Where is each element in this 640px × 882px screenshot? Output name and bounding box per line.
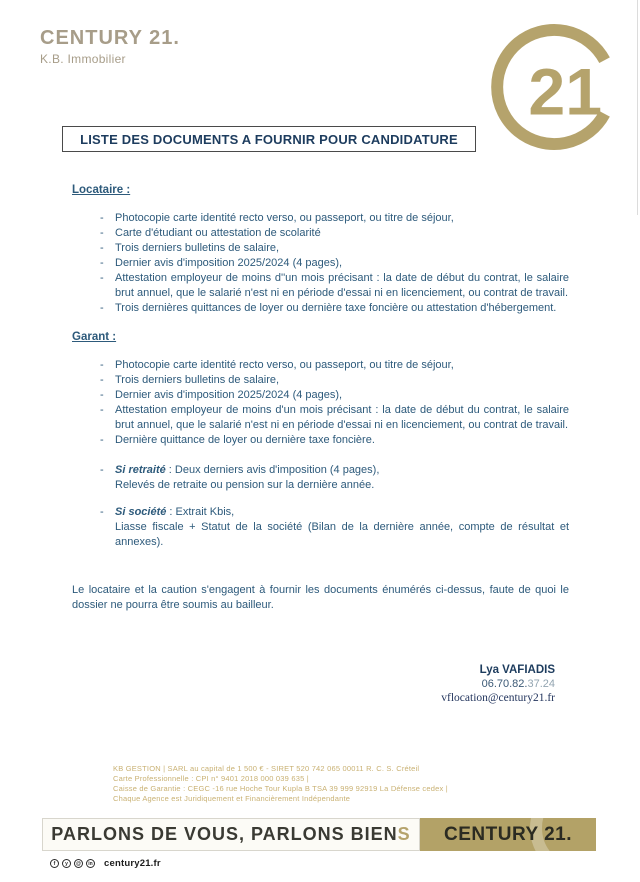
list-item-retraite [72,463,569,493]
phone-end: 37.24 [527,678,555,690]
contact-email: vflocation@century21.fr [441,692,555,704]
brand-banner [42,818,596,851]
list-item: - Dernière quittance de loyer ou dernière taxe foncière. [72,433,569,448]
contact-block [441,663,555,705]
contact-phone [441,677,555,691]
list-item: - Trois derniers bulletins de salaire, [72,373,569,388]
garant-societe-list [72,505,569,550]
closing-paragraph: Le locataire et la caution s'engagent à fournir les documents énumérés ci-dessus, faute de quoi le dossier ne pourra être soumis au bailleur. [72,584,569,611]
slogan-box [42,818,420,851]
phone-start: 06.70.82. [481,678,528,690]
locataire-list [72,211,569,316]
legal-line-1: KB GESTION | SARL au capital de 1 500 € - SIRET 520 742 065 00011 R. C. S. Créteil [113,764,420,773]
seal-number: 21 [528,55,603,130]
page-edge-line [637,0,638,215]
slogan-text [51,824,410,845]
section-heading-locataire: Locataire : [72,184,131,196]
list-item: - Photocopie carte identité recto verso, ou passeport, ou titre de séjour, [72,358,569,373]
list-item: - Attestation employeur de moins d'un mois précisant : la date de début du contrat, le salaire brut annuel, que le salarié n'est ni en période d'essai ni en licenciement, ou contrat de travail. [72,403,569,433]
agency-name: K.B. Immobilier [40,52,126,66]
retraite-rest: : Deux derniers avis d'imposition (4 pages), [165,464,380,476]
societe-line2: Liasse fiscale + Statut de la société (Bilan de la dernière année, compte de résultat et annexes). [115,521,569,548]
slogan-accent: S [397,824,411,844]
list-item: - Trois derniers bulletins de salaire, [72,241,569,256]
section-heading-garant: Garant : [72,331,117,343]
agency-logo [40,27,180,66]
banner-brand-text: CENTURY 21. [444,823,572,845]
legal-footer [113,764,448,804]
document-body [72,183,569,613]
document-title: LISTE DES DOCUMENTS A FOURNIR POUR CANDIDATURE [80,131,458,147]
list-item: - Dernier avis d'imposition 2025/2024 (4 pages), [72,256,569,271]
retraite-lead: Si retraité [115,464,166,476]
twitter-glyph: y [65,860,68,867]
garant-list [72,358,569,448]
facebook-glyph: f [53,860,56,867]
list-item-societe [72,505,569,550]
legal-line-2: Carte Professionnelle : CPI n° 9401 2018 000 039 635 | [113,774,309,783]
instagram-glyph: @ [76,860,81,867]
list-item: - Attestation employeur de moins d''un mois précisant : la date de début du contrat, le salaire brut annuel, que le salarié n'est ni en période d'essai ni en licenciement, ou contrat de travail. [72,271,569,301]
garant-retraite-list [72,463,569,493]
societe-lead: Si société [115,506,167,518]
list-item: - Trois dernières quittances de loyer ou dernière taxe foncière ou attestation d'hébergement. [72,301,569,316]
retraite-line2: Relevés de retraite ou pension sur la dernière année. [115,479,375,491]
brand-box [420,818,596,851]
list-item: - Carte d'étudiant ou attestation de scolarité [72,226,569,241]
century21-seal-icon [488,18,626,156]
facebook-icon [50,859,59,868]
linkedin-glyph: in [88,860,93,867]
legal-line-4: Chaque Agence est Juridiquement et Financièrement Indépendante [113,794,351,803]
list-item: - Photocopie carte identité recto verso, ou passeport, ou titre de séjour, [72,211,569,226]
document-title-box [62,126,476,152]
list-item: - Dernier avis d'imposition 2025/2024 (4 pages), [72,388,569,403]
legal-line-3: Caisse de Garantie : CEGC -16 rue Hoche Tour Kupla B TSA 39 999 92919 La Défense cedex | [113,784,448,793]
website-text: century21.fr [104,858,161,869]
contact-name: Lya VAFIADIS [479,664,555,676]
twitter-icon [62,859,71,868]
brand-name: CENTURY 21. [40,27,180,49]
social-row [50,858,161,869]
instagram-icon [74,859,83,868]
slogan-main: PARLONS DE VOUS, PARLONS BIEN [51,824,398,844]
societe-rest: : Extrait Kbis, [166,506,235,518]
linkedin-icon [86,859,95,868]
